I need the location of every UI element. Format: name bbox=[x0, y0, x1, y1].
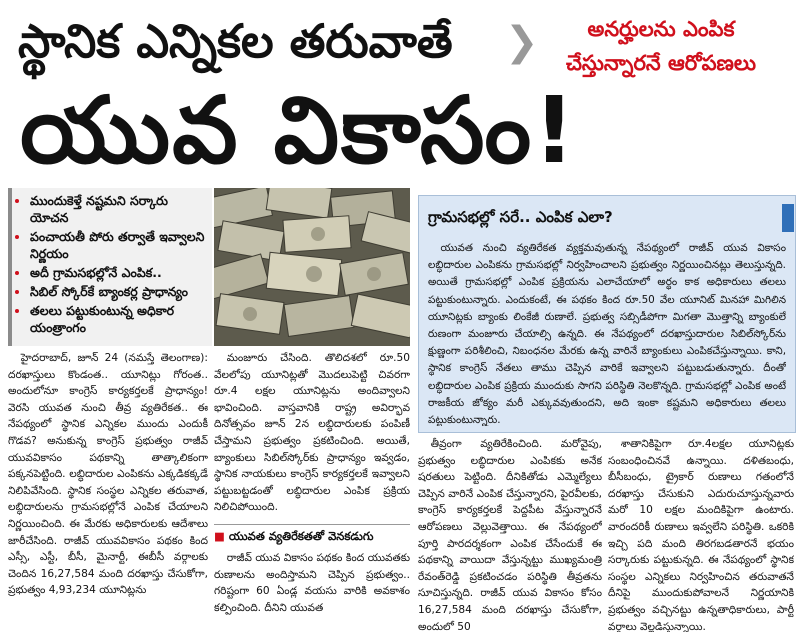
box-paragraph: యువత నుంచి వ్యతిరేకత వ్యక్తమవుతున్న నేపథ్యంలో రాజీవ్ యువ వికాసం లబ్ధిదారుల ఎంపికను గ్రామసభల్లో నిర్వహించాలని ప్రభుత్వం నిర్ణయించినట్లు తెలుస్తున్నది. అయితే గ్రామసభల్లో ఎంపిక ప్రక్రియను ఎలాచేయాలో అర్థం కాక అధికారులు తలలు పట్టుకుంటున్నారు. ఎందుకంటే, ఈ పథకం కింద రూ.50 వేల యూనిట్ మినహా మిగిలిన యూనిట్లకు బ్యాంకు లింకేజీ రుణాలే. ప్రభుత్వ సబ్సిడీపోగా మిగతా మొత్తాన్ని బ్యాంకులే రుణంగా మంజూరు చేయాల్సి ఉన్నది. ఈ నేపథ్యంలో దరఖాస్తుదారుల సిబిల్‌స్కోర్‌ను క్షుణ్ణంగా పరిశీలించి, నిబంధనల మేరకు ఉన్న వారినే బ్యాంకులు ఎంపికచేస్తున్నాయి. కాని, స్థానిక కాంగ్రెస్ నేతలు తాము చెప్పిన వారికే ఇవ్వాలని పట్టుబడుతున్నారు. దీంతో లబ్ధిదారుల ఎంపిక ప్రక్రియ ముందుకు సాగని పరిస్థితి నెలకొన్నది. గ్రామసభల్లో ఎంపిక అంటే రాజకీయ జోక్యం మరీ ఎక్కువవుతుందని, అది ఇంకా కష్టమని అధికారులు తలలు పట్టుకుంటున్నారు. bbox=[428, 242, 786, 426]
chevron-right-icon: ❯ bbox=[505, 19, 539, 65]
box-text bbox=[428, 240, 786, 426]
article-column-4 bbox=[608, 436, 794, 632]
highlight-item: • పంచాయతీ పోరు తర్వాతే ఇవ్వాలని నిర్ణయం bbox=[30, 228, 208, 262]
article-paragraph: తీవ్రంగా వ్యతిరేకించింది. మరోవైపు, ప్రభుత్వం లబ్ధిదారుల ఎంపికకు అనేక షరతులు పెట్టింది. దీనికితోడు ఎమ్మెల్యేలు చెప్పిన వారినే ఎంపిక చేస్తున్నారని, పైరవీలకు, కాంగ్రెస్ కార్యకర్తలకే పెద్దపీట వేస్తున్నారనే ఆరోపణలు వెల్లువెత్తాయి. ఈ నేపథ్యంలో పూర్తి పారదర్శకంగా ఎంపిక చేసేందుకే ఈ పథకాన్ని వాయిదా వేస్తున్నట్టు ముఖ్యమంత్రి రేవంత్‌రెడ్డి ప్రకటించడం పరిస్థితి తీవ్రతను సూచిస్తున్నది. రాజీవ్ యువ వికాసం కోసం 16,27,584 మంది దరఖాస్తు చేసుకోగా, అందులో 50 bbox=[418, 438, 602, 632]
currency-notes-photo bbox=[214, 188, 410, 346]
subhead-bullet-icon: ■ bbox=[214, 529, 229, 543]
highlight-item: • తలలు పట్టుకుంటున్న అధికార యంత్రాంగం bbox=[30, 302, 208, 336]
article-paragraph: హైదరాబాద్, జూన్ 24 (నమస్తే తెలంగాణ): దరఖాస్తులు కొండంత.. యూనిట్లు గోరంత.. అందులోనూ కాంగ్రెస్ కార్యకర్తలకే ప్రాధాన్యం! వెరసి యువత నుంచి తీవ్ర వ్యతిరేకత.. ఈ నేపథ్యంలో స్థానిక ఎన్నికల ముందు ఎందుకీ గొడవ? అనుకున్న కాంగ్రెస్ ప్రభుత్వం రాజీవ్ యువవికాసం పథకాన్ని తాత్కాలికంగా పక్కనపెట్టింది. లబ్ధిదారుల ఎంపికను ఎక్కడికక్కడే నిలిపివేసింది. స్థానిక సంస్థల ఎన్నికల తరువాత, లబ్ధిదారులను గ్రామసభల్లోనే ఎంపిక చేయాలని నిర్ణయించింది. ఈ మేరకు అధికారులకు ఆదేశాలు జారీచేసింది. రాజీవ్ యువవికాసం పథకం కింద ఎస్సీ, ఎస్టీ, బీసీ, మైనార్టీ, ఈబీసీ వర్గాలకు చెందిన 16,27,584 మంది దరఖాస్తు చేసుకోగా, ప్రభుత్వం 4,93,234 యూనిట్లను bbox=[8, 352, 208, 597]
article-paragraph: మంజూరు చేసింది. తొలిదశలో రూ.50 వేలలోపు యూనిట్లతో మొదలుపెట్టి చివరగా రూ.4 లక్షల యూనిట్లను అందివ్వాలని భావించింది. వాస్తవానికి రాష్ట్ర అవిర్భావ దినోత్సవం జూన్ 2న లబ్ధిదారులకు పంపిణీ చేస్తామని ప్రభుత్వం ప్రకటించింది. అయితే, బ్యాంకులు సిబిల్‌స్కోర్‌కు ప్రాధాన్యం ఇవ్వడం, స్థానిక నాయకులు కాంగ్రెస్ కార్యకర్తలకే ఇవ్వాలని పట్టుబట్టడంతో లబ్ధిదారుల ఎంపిక ప్రక్రియ నిలిచిపోయింది. bbox=[214, 352, 410, 514]
side-deck-line-1: అనర్హులను ఎంపిక bbox=[587, 17, 735, 41]
main-title: యువ వికాసం! bbox=[20, 77, 578, 184]
highlights-list bbox=[12, 192, 212, 336]
article-column-2-bottom bbox=[214, 550, 410, 632]
currency-bundles-icon bbox=[214, 188, 410, 346]
side-deck-line-2: చేస్తున్నారనే ఆరోపణలు bbox=[565, 51, 757, 75]
article-column-2-top bbox=[214, 350, 410, 516]
section-subhead bbox=[214, 524, 410, 547]
subhead-text: యువత వ్యతిరేకతతో వెనకడుగు bbox=[228, 529, 374, 543]
headline-kicker: స్థానిక ఎన్నికల తరువాతే bbox=[18, 14, 453, 68]
article-column-3 bbox=[418, 436, 602, 632]
side-deck bbox=[530, 12, 792, 82]
box-title: గ్రామసభల్లో సరే.. ఎంపిక ఎలా? bbox=[428, 208, 613, 226]
article-column-1 bbox=[8, 350, 208, 632]
highlight-item: • సిబిల్ స్కోర్‌కే బ్యాంకర్ల ప్రాధాన్యం bbox=[30, 283, 208, 300]
highlight-item: • అదీ గ్రామసభల్లోనే ఎంపిక.. bbox=[30, 264, 208, 281]
article-paragraph: రాజీవ్ యువ వికాసం పథకం కింద యువతకు రుణాలను అందిస్తామని చెప్పిన ప్రభుత్వం.. గరిష్టంగా 60 ఏండ్ల వయసు వారికి అవకాశం కల్పించింది. దీనిని యువత bbox=[214, 552, 410, 614]
highlights-box bbox=[8, 188, 212, 346]
highlight-item: • ముందుకెళ్తే నష్టమని సర్కారు యోచన bbox=[30, 192, 208, 226]
article-paragraph: శాతానికిపైగా రూ.4లక్షల యూనిట్లకు సంబంధించినవే ఉన్నాయి. దళితబంధు, బీసీబంధు, ట్రైకార్ రుణాలు గతంలోనే దరఖాస్తు చేసుకుని ఎదురుచూస్తున్నవారు మరో 10 లక్షల మందికిపైగా ఉంటారు. వారందరికీ రుణాలు ఇవ్వలేని పరిస్థితి. ఒకరికి ఇచ్చి పది మంది తిరగబడతారనే భయం సర్కారుకు పట్టుకున్నది. ఈ నేపథ్యంలో స్థానిక సంస్థల ఎన్నికలు నిర్వహించిన తరువాతనే దీనిపై ముందుకుపోవాలనే నిర్ణయానికి ప్రభుత్వం వచ్చినట్టు ఉన్నతాధికారులు, పార్టీ వర్గాలు వెల్లడిస్తున్నాయి. bbox=[608, 438, 794, 632]
box-accent-tab bbox=[782, 204, 794, 232]
